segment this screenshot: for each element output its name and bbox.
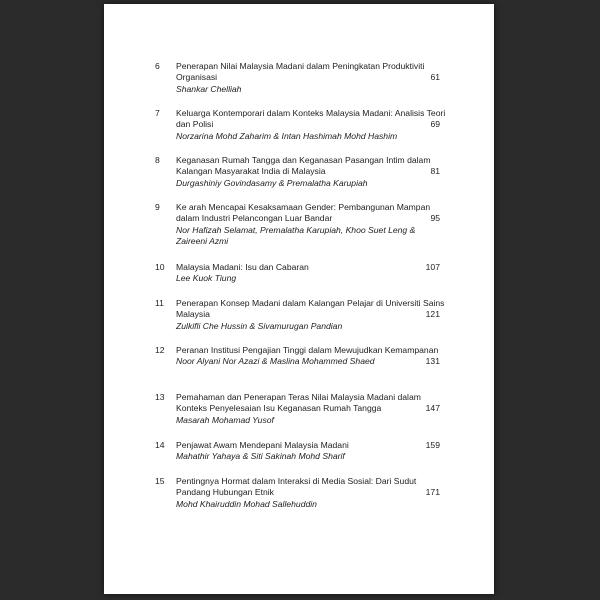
page-number: 131 — [425, 356, 440, 366]
chapter-authors: Durgashiniy Govindasamy & Premalatha Karupiah — [176, 177, 368, 188]
chapter-title: Penjawat Awam Mendepani Malaysia Madani — [176, 440, 349, 450]
chapter-number: 9 — [155, 202, 160, 212]
chapter-authors: Shankar Chelliah — [176, 83, 242, 94]
chapter-number: 13 — [155, 392, 165, 402]
chapter-title: Pentingnya Hormat dalam Interaksi di Media Sosial: Dari Sudut Pandang Hubungan Etnik — [176, 476, 417, 498]
page-number: 95 — [430, 213, 440, 223]
page-number: 171 — [425, 487, 440, 497]
chapter-title: Penerapan Konsep Madani dalam Kalangan Pelajar di Universiti Sains Malaysia — [176, 298, 445, 320]
chapter-number: 15 — [155, 476, 165, 486]
page-number: 159 — [425, 440, 440, 450]
chapter-title: Penerapan Nilai Malaysia Madani dalam Peningkatan Produktiviti Organisasi — [176, 61, 425, 83]
chapter-authors: Zulkifli Che Hussin & Sivamurugan Pandian — [176, 320, 343, 331]
page-number: 147 — [425, 403, 440, 413]
chapter-title: Pemahaman dan Penerapan Teras Nilai Malaysia Madani dalam Konteks Penyelesaian Isu Keganasan Rumah Tangga — [176, 392, 421, 414]
chapter-authors: Norzarina Mohd Zaharim & Intan Hashimah Mohd Hashim — [176, 130, 398, 141]
chapter-number: 7 — [155, 108, 160, 118]
chapter-number: 10 — [155, 262, 165, 272]
chapter-authors: Lee Kuok Tiung — [176, 273, 237, 284]
page-number: 69 — [430, 119, 440, 129]
document-page — [104, 4, 494, 594]
chapter-title: Ke arah Mencapai Kesaksamaan Gender: Pembangunan Mampan dalam Industri Pelancongan Luar Bandar — [176, 202, 431, 224]
chapter-number: 6 — [155, 61, 160, 71]
chapter-number: 8 — [155, 155, 160, 165]
chapter-number: 12 — [155, 345, 165, 355]
page-number: 121 — [425, 309, 440, 319]
chapter-authors: Mohd Khairuddin Mohad Sallehuddin — [176, 498, 317, 509]
chapter-authors: Noor Alyani Nor Azazi & Maslina Mohammed Shaed — [176, 356, 375, 367]
chapter-title: Keganasan Rumah Tangga dan Keganasan Pasangan Intim dalam Kalangan Masyarakat India di Malaysia — [176, 155, 431, 177]
page-number: 81 — [430, 166, 440, 176]
chapter-authors: Mahathir Yahaya & Siti Sakinah Mohd Sharif — [176, 451, 345, 462]
page-number: 61 — [430, 72, 440, 82]
chapter-title: Peranan Institusi Pengajian Tinggi dalam Mewujudkan Kemampanan — [176, 345, 439, 355]
chapter-number: 11 — [155, 298, 164, 308]
chapter-authors: Masarah Mohamad Yusof — [176, 414, 274, 425]
chapter-authors: Nor Hafizah Selamat, Premalatha Karupiah, Khoo Suet Leng & Zaireeni Azmi — [176, 224, 416, 247]
page-number: 107 — [425, 262, 440, 272]
chapter-number: 14 — [155, 440, 165, 450]
chapter-title: Keluarga Kontemporari dalam Konteks Malaysia Madani: Analisis Teori dan Polisi — [176, 108, 446, 130]
chapter-title: Malaysia Madani: Isu dan Cabaran — [176, 262, 309, 272]
